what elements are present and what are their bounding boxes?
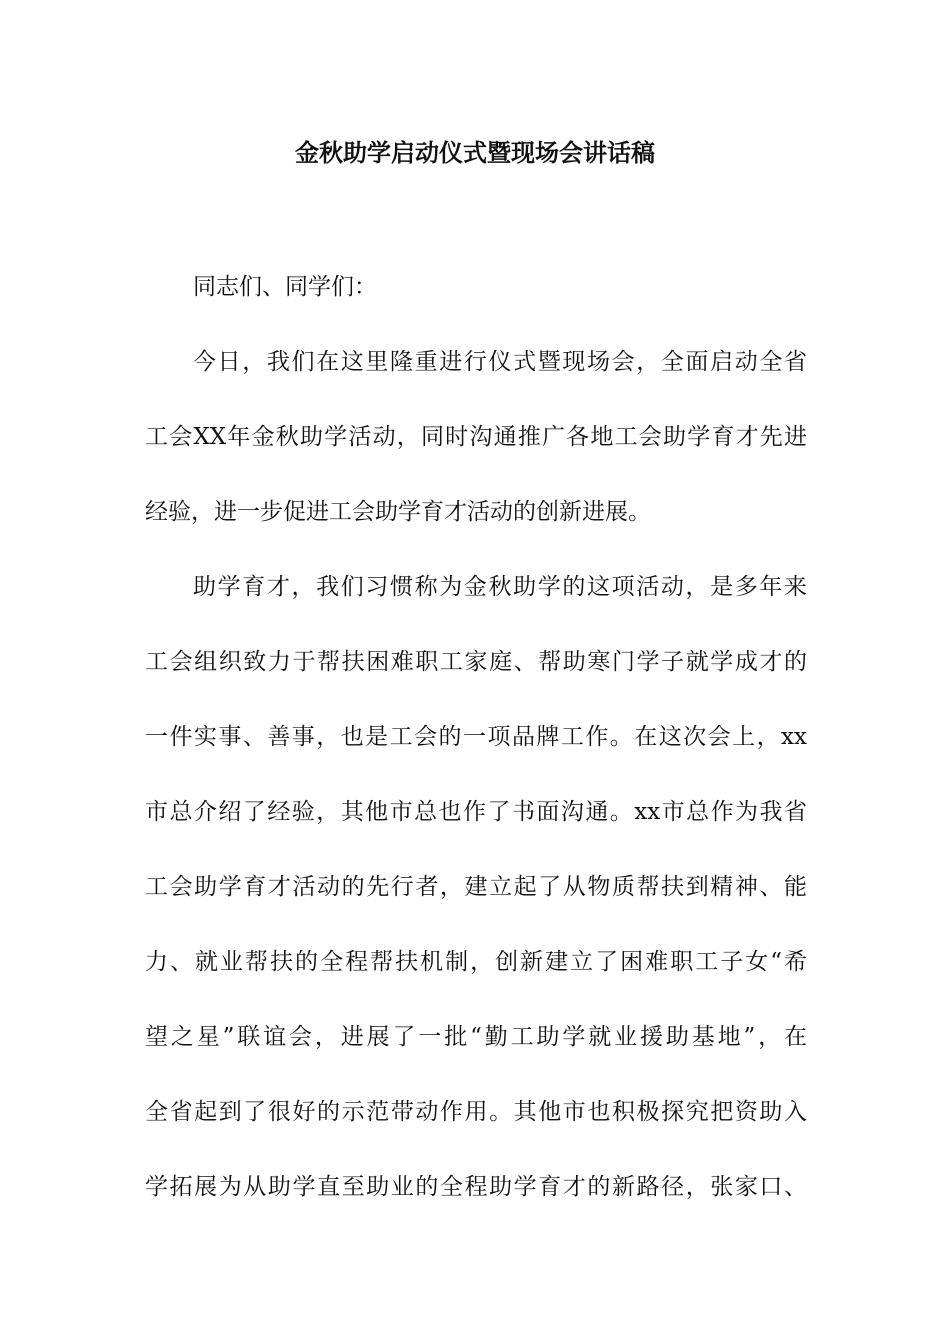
paragraph-line: 望之星”联谊会，进展了一批“勤工助学就业援助基地”，在 bbox=[145, 1024, 807, 1050]
paragraph-2 bbox=[145, 550, 807, 1225]
paragraph-line: 力、就业帮扶的全程帮扶机制，创新建立了困难职工子女“希 bbox=[145, 949, 807, 975]
paragraph-line: 工会组织致力于帮扶困难职工家庭、帮助寒门学子就学成才的 bbox=[145, 649, 807, 675]
paragraph-1 bbox=[145, 325, 807, 550]
paragraph-line: 工会XX年金秋助学活动，同时沟通推广各地工会助学育才先进 bbox=[145, 424, 807, 450]
paragraph-line: 学拓展为从助学直至助业的全程助学育才的新路径，张家口、 bbox=[145, 1174, 807, 1200]
paragraph-line: 工会助学育才活动的先行者，建立起了从物质帮扶到精神、能 bbox=[145, 874, 807, 900]
paragraph-line: 经验，进一步促进工会助学育才活动的创新进展。 bbox=[145, 499, 651, 525]
paragraph-line: 助学育才，我们习惯称为金秋助学的这项活动，是多年来 bbox=[193, 574, 807, 600]
salutation-line: 同志们、同学们： bbox=[193, 274, 377, 300]
paragraph-line: 全省起到了很好的示范带动作用。其他市也积极探究把资助入 bbox=[145, 1099, 807, 1125]
paragraph-line: 市总介绍了经验，其他市总也作了书面沟通。xx市总作为我省 bbox=[145, 799, 807, 825]
document-body bbox=[145, 250, 807, 1225]
paragraph-line: 一件实事、善事，也是工会的一项品牌工作。在这次会上，xx bbox=[145, 724, 807, 750]
paragraph-line: 今日，我们在这里隆重进行仪式暨现场会，全面启动全省 bbox=[193, 349, 807, 375]
document-title: 金秋助学启动仪式暨现场会讲话稿 bbox=[295, 139, 655, 167]
